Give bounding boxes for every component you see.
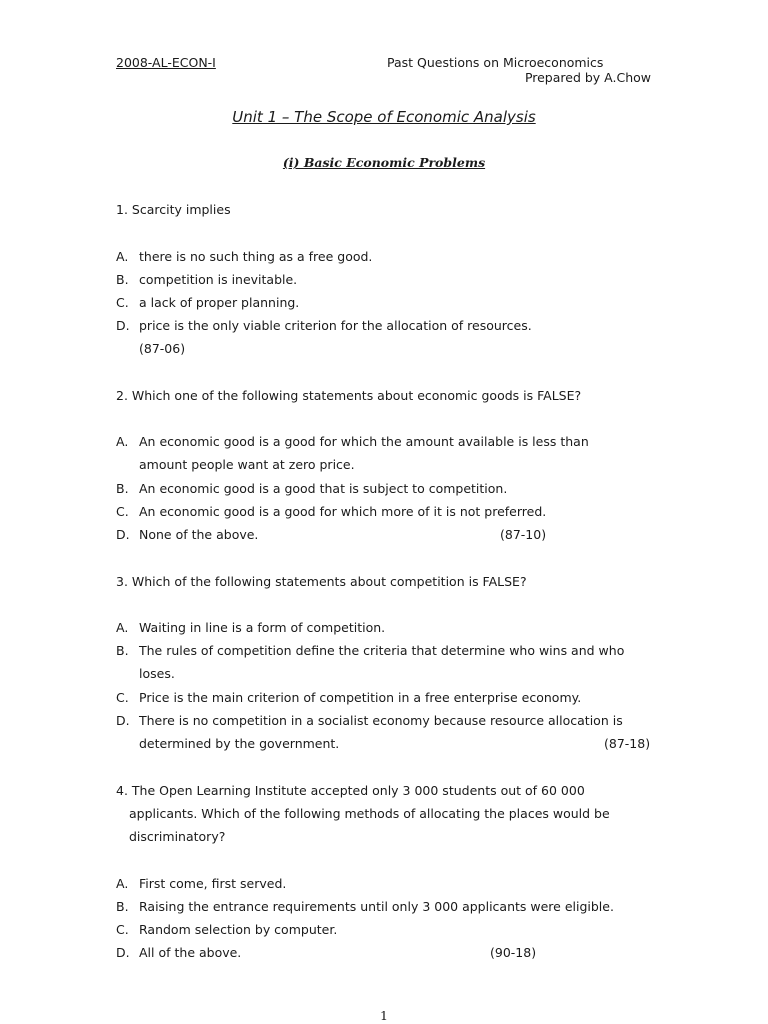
option-text: First come, first served. (139, 876, 287, 891)
option-text: An economic good is a good for which more of it is not preferred. (139, 504, 547, 519)
option-letter: B. (116, 481, 129, 496)
question-stem: 4. The Open Learning Institute accepted only 3 000 students out of 60 000 (116, 783, 585, 798)
question-reference: (90-18) (490, 945, 537, 960)
option-letter: B. (116, 272, 129, 287)
option-letter: D. (116, 713, 130, 728)
option-text: competition is inevitable. (139, 272, 298, 287)
question-reference: (87-10) (500, 527, 547, 542)
unit-title: Unit 1 – The Scope of Economic Analysis (232, 108, 536, 126)
option-text: Price is the main criterion of competition in a free enterprise economy. (139, 690, 582, 705)
question-stem: 3. Which of the following statements about competition is FALSE? (116, 574, 527, 589)
option-text: The rules of competition define the criteria that determine who wins and who (139, 643, 625, 658)
question-reference: (87-18) (604, 736, 651, 751)
option-letter: B. (116, 643, 129, 658)
option-letter: D. (116, 945, 130, 960)
option-text: None of the above. (139, 527, 259, 542)
document-subject: Past Questions on Microeconomics (387, 55, 604, 70)
question-stem: 1. Scarcity implies (116, 202, 231, 217)
option-text: there is no such thing as a free good. (139, 249, 373, 264)
question-stem-continued: discriminatory? (129, 829, 226, 844)
option-letter: C. (116, 922, 129, 937)
option-letter: B. (116, 899, 129, 914)
option-text: a lack of proper planning. (139, 295, 300, 310)
option-text: There is no competition in a socialist economy because resource allocation is (139, 713, 623, 728)
section-title: (i) Basic Economic Problems (282, 155, 486, 170)
option-text: All of the above. (139, 945, 242, 960)
option-text: Waiting in line is a form of competition. (139, 620, 386, 635)
question-reference: (87-06) (139, 341, 186, 356)
option-text-continued: determined by the government. (139, 736, 340, 751)
option-letter: A. (116, 249, 129, 264)
document-code: 2008-AL-ECON-I (116, 55, 216, 70)
option-letter: A. (116, 434, 129, 449)
option-text-continued: loses. (139, 666, 175, 681)
option-letter: D. (116, 318, 130, 333)
document-author: Prepared by A.Chow (524, 70, 651, 85)
option-text: Random selection by computer. (139, 922, 338, 937)
option-text: An economic good is a good for which the amount available is less than (139, 434, 589, 449)
option-letter: A. (116, 876, 129, 891)
option-text-continued: amount people want at zero price. (139, 457, 355, 472)
option-letter: C. (116, 504, 129, 519)
option-letter: C. (116, 295, 129, 310)
question-stem: 2. Which one of the following statements about economic goods is FALSE? (116, 388, 582, 403)
option-text: Raising the entrance requirements until only 3 000 applicants were eligible. (139, 899, 614, 914)
option-text: An economic good is a good that is subject to competition. (139, 481, 508, 496)
page-number: 1 (380, 1008, 388, 1023)
option-letter: A. (116, 620, 129, 635)
question-stem-continued: applicants. Which of the following methods of allocating the places would be (129, 806, 610, 821)
option-letter: C. (116, 690, 129, 705)
option-text: price is the only viable criterion for the allocation of resources. (139, 318, 532, 333)
option-letter: D. (116, 527, 130, 542)
